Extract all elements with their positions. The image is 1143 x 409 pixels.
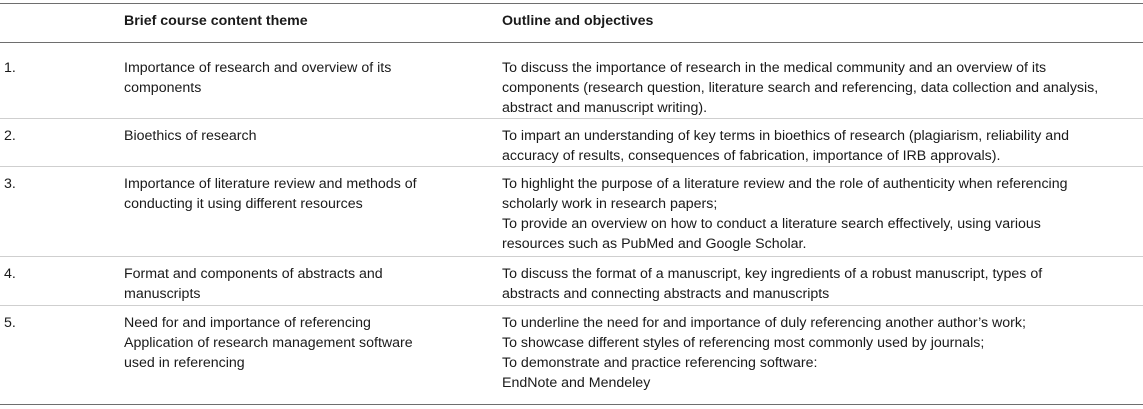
objective-line: resources such as PubMed and Google Scholar. (502, 236, 807, 252)
objective-line: accuracy of results, consequences of fabrication, importance of IRB approvals). (502, 148, 1001, 164)
objective-line: To underline the need for and importance of duly referencing another author’s work; (502, 315, 1026, 331)
theme-line: Importance of research and overview of its (124, 60, 392, 76)
row-theme (124, 126, 464, 146)
row-objectives (502, 126, 1142, 166)
row-theme (124, 58, 464, 98)
theme-line: used in referencing (124, 355, 245, 371)
objective-line: To highlight the purpose of a literature review and the role of authenticity when referencing (502, 176, 1068, 192)
objective-line: abstract and manuscript writing). (502, 100, 708, 116)
objective-line: components (research question, literature search and referencing, data collection and analysis, (502, 80, 1099, 96)
header-course-theme: Brief course content theme (124, 13, 308, 29)
objective-line: To impart an understanding of key terms in bioethics of research (plagiarism, reliability and (502, 128, 1069, 144)
theme-line: Need for and importance of referencing (124, 315, 371, 331)
row-divider (0, 305, 1143, 306)
header-objectives: Outline and objectives (502, 13, 654, 29)
row-theme (124, 174, 464, 214)
row-objectives (502, 264, 1142, 304)
objective-line: To showcase different styles of referencing most commonly used by journals; (502, 335, 985, 351)
objective-line: scholarly work in research papers; (502, 196, 718, 212)
row-divider (0, 166, 1143, 167)
row-number: 4. (4, 266, 16, 282)
row-objectives (502, 174, 1142, 254)
theme-line: Bioethics of research (124, 128, 257, 144)
theme-line: Format and components of abstracts and (124, 266, 383, 282)
theme-line: manuscripts (124, 286, 201, 302)
theme-line: Importance of literature review and methods of (124, 176, 417, 192)
table-header (0, 11, 1143, 31)
objective-line: EndNote and Mendeley (502, 375, 651, 391)
theme-line: conducting it using different resources (124, 196, 363, 212)
objective-line: To provide an overview on how to conduct a literature search effectively, using various (502, 216, 1041, 232)
objective-line: To discuss the importance of research in the medical community and an overview of its (502, 60, 1047, 76)
theme-line: components (124, 80, 202, 96)
row-divider (0, 256, 1143, 257)
top-rule (0, 3, 1143, 4)
objective-line: To discuss the format of a manuscript, key ingredients of a robust manuscript, types of (502, 266, 1043, 282)
row-objectives (502, 58, 1142, 118)
row-number: 5. (4, 315, 16, 331)
objective-line: abstracts and connecting abstracts and manuscripts (502, 286, 830, 302)
row-number: 2. (4, 128, 16, 144)
row-number: 1. (4, 60, 16, 76)
objective-line: To demonstrate and practice referencing software: (502, 355, 818, 371)
row-divider (0, 118, 1143, 119)
row-theme (124, 264, 464, 304)
bottom-rule (0, 404, 1143, 405)
row-theme (124, 313, 464, 373)
theme-line: Application of research management software (124, 335, 413, 351)
row-objectives (502, 313, 1142, 393)
header-rule (0, 42, 1143, 43)
row-number: 3. (4, 176, 16, 192)
